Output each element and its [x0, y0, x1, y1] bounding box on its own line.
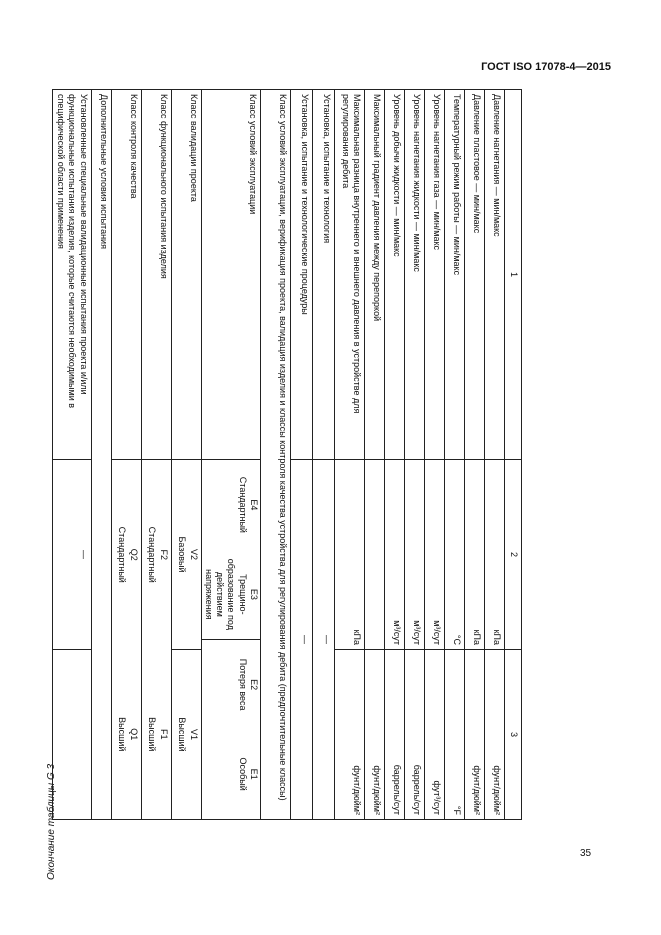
- column-header-row: [505, 90, 522, 820]
- si-unit: м³/сут: [405, 460, 425, 650]
- si-unit: кПа: [335, 460, 365, 650]
- option-name: Стандартный: [237, 476, 248, 533]
- table-row: [385, 90, 405, 820]
- table-row: [313, 90, 335, 820]
- functional-low: [141, 460, 171, 650]
- option-code: E1: [249, 768, 259, 780]
- special-text: Установленные специальные валидационные испытания проекта и/или функциональные испытания изделия, которые считаются необходимыми в специфической области применения: [53, 90, 92, 460]
- us-unit: фунт/дюйм²: [365, 650, 385, 820]
- table-row: [91, 90, 111, 820]
- table-row: [261, 90, 291, 820]
- si-unit: м³/сут: [425, 460, 445, 650]
- option-name: Потеря веса: [237, 658, 248, 711]
- install-proc-value: —: [291, 460, 313, 820]
- validation-low: [171, 460, 201, 650]
- option-code: V2: [188, 548, 199, 560]
- option-code: F1: [158, 728, 169, 740]
- quality-high: [111, 650, 141, 820]
- column-header-3: 3: [505, 650, 522, 820]
- param-label: Температурный режим работы — мин/макс: [445, 90, 465, 460]
- table-row: [445, 90, 465, 820]
- table-row: [291, 90, 313, 820]
- validation-high: [171, 650, 201, 820]
- rotated-table-container: [56, 89, 522, 819]
- quality-low: [111, 460, 141, 650]
- service-class-option: [202, 729, 260, 819]
- si-unit: кПа: [485, 460, 505, 650]
- service-class-option: [202, 460, 260, 550]
- option-name: Высший: [177, 717, 188, 752]
- quality-label: Класс контроля качества: [111, 90, 141, 460]
- table-row: [171, 90, 201, 820]
- option-name: Базовый: [177, 536, 188, 573]
- si-unit: м³/сут: [385, 460, 405, 650]
- validation-label: Класс валидации проекта: [171, 90, 201, 460]
- parameters-table: [52, 89, 522, 820]
- functional-high: [141, 650, 171, 820]
- table-row: [335, 90, 365, 820]
- option-name: Стандартный: [147, 526, 158, 583]
- option-code: Q1: [128, 728, 139, 741]
- option-name: Высший: [147, 717, 158, 752]
- option-name: Трещино-образование под действием напряжения: [204, 558, 248, 630]
- service-class-grid: [202, 460, 260, 819]
- class-section-heading: Класс условий эксплуатации, верификация проекта, валидация изделия и классы контроля качества устройства для регулирования дебита (предпочтительные классы): [261, 90, 291, 820]
- service-class-options: [201, 460, 260, 820]
- install-value: —: [313, 460, 335, 820]
- install-label: Установка, испытание и технология: [313, 90, 335, 460]
- service-class-label: Класс условий эксплуатации: [201, 90, 260, 460]
- option-name: Стандартный: [117, 526, 128, 583]
- option-code: E4: [249, 499, 259, 511]
- special-empty: [53, 650, 92, 820]
- table-row: [53, 90, 92, 820]
- param-label: Уровень добычи жидкости — мин/макс: [385, 90, 405, 460]
- option-code: E2: [249, 679, 259, 691]
- option-name: Особый: [237, 757, 248, 791]
- si-unit: [365, 460, 385, 650]
- table-row: [111, 90, 141, 820]
- option-name: Высший: [117, 717, 128, 752]
- table-row: [365, 90, 385, 820]
- table-row: [141, 90, 171, 820]
- document-header: ГОСТ ISO 17078-4—2015: [481, 61, 611, 73]
- table-row: [201, 90, 260, 820]
- service-class-option: [202, 640, 260, 730]
- us-unit: фунт/дюйм²: [485, 650, 505, 820]
- us-unit: баррель/сут: [405, 650, 425, 820]
- table-row: [405, 90, 425, 820]
- us-unit: °F: [445, 650, 465, 820]
- page-number: 35: [580, 848, 592, 859]
- param-label: Давление пластовое — мин/макс: [465, 90, 485, 460]
- table-row: [425, 90, 445, 820]
- special-value: —: [53, 460, 92, 650]
- column-header-2: 2: [505, 460, 522, 650]
- param-label: Уровень нагнетания жидкости — мин/макс: [405, 90, 425, 460]
- table-row: [485, 90, 505, 820]
- param-label: Давление нагнетания — мин/макс: [485, 90, 505, 460]
- service-class-option: [202, 550, 260, 640]
- functional-label: Класс функционального испытания изделия: [141, 90, 171, 460]
- additional-label: Дополнительные условия испытания: [91, 90, 111, 820]
- column-header-1: 1: [505, 90, 522, 460]
- param-label: Уровень нагнетания газа — мин/макс: [425, 90, 445, 460]
- si-unit: °С: [445, 460, 465, 650]
- table-row: [465, 90, 485, 820]
- option-code: Q2: [128, 548, 139, 561]
- us-unit: фунт/дюйм²: [335, 650, 365, 820]
- si-unit: кПа: [465, 460, 485, 650]
- us-unit: фут³/сут: [425, 650, 445, 820]
- install-proc-label: Установка, испытание и технологические процедуры: [291, 90, 313, 460]
- us-unit: баррель/сут: [385, 650, 405, 820]
- param-label: Максимальный градиент давления между перепоркой: [365, 90, 385, 460]
- us-unit: фунт/дюйм²: [465, 650, 485, 820]
- param-label: Максимальная разница внутреннего и внешнего давления в устройстве для регулирования дебита: [335, 90, 365, 460]
- table-caption: Окончание таблицы G 3: [46, 763, 57, 880]
- option-code: E3: [249, 588, 259, 600]
- option-code: V1: [188, 728, 199, 740]
- option-code: F2: [158, 549, 169, 560]
